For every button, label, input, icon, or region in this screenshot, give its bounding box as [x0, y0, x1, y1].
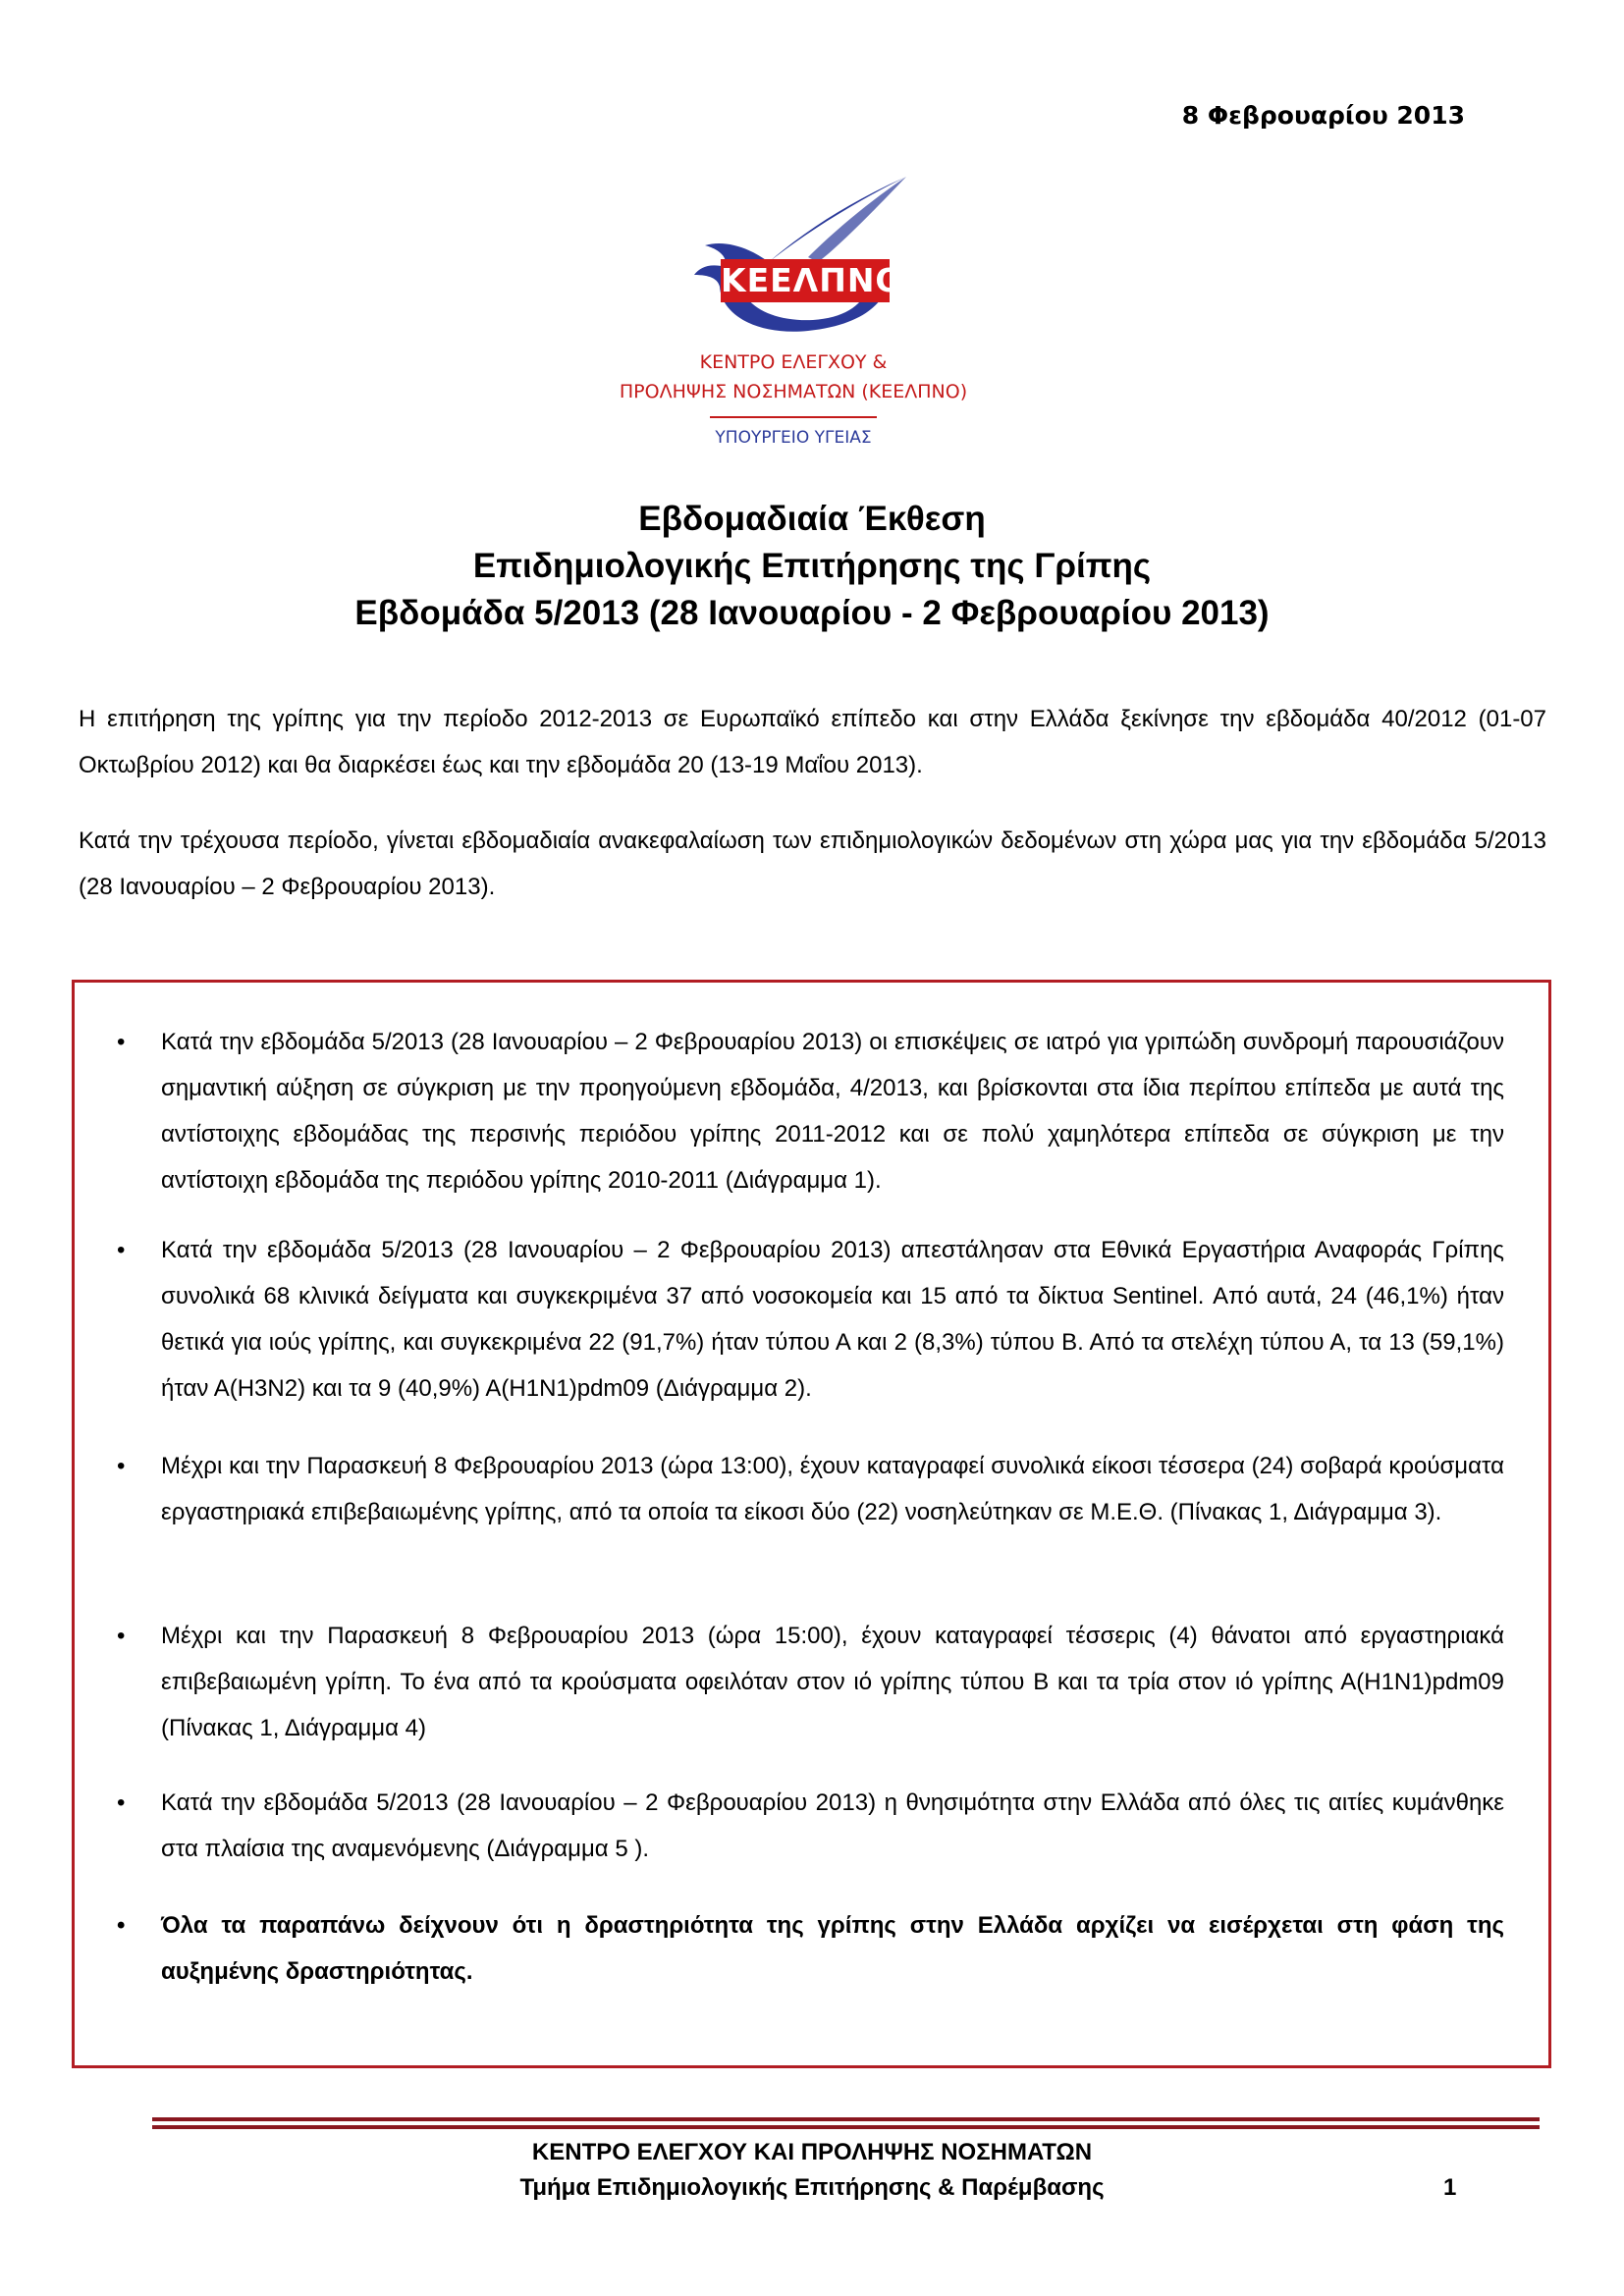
bullet-item-deaths: [117, 1613, 1504, 1751]
footer-divider: [152, 2117, 1540, 2129]
brand-label: ΚΕΕΛΠΝΟ: [721, 259, 890, 302]
bullet-text: Μέχρι και την Παρασκευή 8 Φεβρουαρίου 2013 (ώρα 13:00), έχουν καταγραφεί συνολικά είκοσι τέσσερα (24) σοβαρά κρούσματα εργαστηριακά επιβεβαιωμένης γρίπης, από τα οποία τα είκοσι δύο (22) νοσηλεύτηκαν σε Μ.Ε.Θ. (Πίνακας 1, Διάγραμμα 3).: [161, 1453, 1504, 1525]
report-date: 8 Φεβρουαρίου 2013: [1181, 101, 1465, 130]
bullet-symbol: •: [117, 1453, 126, 1479]
report-title: [0, 496, 1624, 637]
dove-icon: [612, 169, 975, 346]
bullet-text: Κατά την εβδομάδα 5/2013 (28 Ιανουαρίου – 2 Φεβρουαρίου 2013) η θνησιμότητα στην Ελλάδα από όλες τις αιτίες κυμάνθηκε στα πλαίσια της αναμενόμενης (Διάγραμμα 5 ).: [161, 1789, 1504, 1862]
intro-paragraph-2: Κατά την τρέχουσα περίοδο, γίνεται εβδομαδιαία ανακεφαλαίωση των επιδημιολογικών δεδομένων στη χώρα μας για την εβδομάδα 5/2013 (28 Ιανουαρίου – 2 Φεβρουαρίου 2013).: [79, 828, 1546, 900]
summary-box: [72, 980, 1551, 2068]
footer-department: Τμήμα Επιδημιολογικής Επιτήρησης & Παρέμβασης: [519, 2174, 1105, 2201]
bullet-item-mortality: [117, 1780, 1504, 1872]
org-name-line1: ΚΕΝΤΡΟ ΕΛΕΓΧΟΥ &: [699, 351, 888, 373]
ministry-label: ΥΠΟΥΡΓΕΙΟ ΥΓΕΙΑΣ: [715, 428, 872, 448]
title-line1: Εβδομαδιαία Έκθεση: [638, 500, 986, 538]
bullet-item-conclusion: [117, 1902, 1504, 1995]
org-name-line2: ΠΡΟΛΗΨΗΣ ΝΟΣΗΜΑΤΩΝ (ΚΕΕΛΠΝΟ): [619, 381, 968, 402]
bullet-symbol: •: [117, 1029, 126, 1055]
title-line3: Εβδομάδα 5/2013 (28 Ιανουαρίου - 2 Φεβρουαρίου 2013): [354, 594, 1270, 632]
bullet-item-visits: [117, 1019, 1504, 1203]
bullet-text: Μέχρι και την Παρασκευή 8 Φεβρουαρίου 2013 (ώρα 15:00), έχουν καταγραφεί τέσσερις (4) θάνατοι από εργαστηριακά επιβεβαιωμένη γρίπη. Το ένα από τα κρούσματα οφειλόταν στον ιό γρίπης τύπου Β και τα τρία στον ιό γρίπης Α(Η1Ν1)pdm09 (Πίνακας 1, Διάγραμμα 4): [161, 1623, 1504, 1741]
footer-org-name: ΚΕΝΤΡΟ ΕΛΕΓΧΟΥ ΚΑΙ ΠΡΟΛΗΨΗΣ ΝΟΣΗΜΑΤΩΝ: [531, 2139, 1093, 2165]
page-number: 1: [1443, 2174, 1457, 2201]
intro-paragraph-1: Η επιτήρηση της γρίπης για την περίοδο 2012-2013 σε Ευρωπαϊκό επίπεδο και στην Ελλάδα ξεκίνησε την εβδομάδα 40/2012 (01-07 Οκτωβρίου 2012) και θα διαρκέσει έως και την εβδομάδα 20 (13-19 Μαΐου 2013).: [79, 706, 1546, 778]
bullet-text: Όλα τα παραπάνω δείχνουν ότι η δραστηριότητα της γρίπης στην Ελλάδα αρχίζει να εισέρχεται στη φάση της αυξημένης δραστηριότητας.: [161, 1912, 1504, 1985]
keelpno-logo: [612, 169, 975, 463]
bullet-symbol: •: [117, 1623, 126, 1649]
bullet-text: Κατά την εβδομάδα 5/2013 (28 Ιανουαρίου – 2 Φεβρουαρίου 2013) απεστάλησαν στα Εθνικά Εργαστήρια Αναφοράς Γρίπης συνολικά 68 κλινικά δείγματα και συγκεκριμένα 37 από νοσοκομεία και 15 από τα δίκτυα Sentinel. Από αυτά, 24 (46,1%) ήταν θετικά για ιούς γρίπης, και συγκεκριμένα 22 (91,7%) ήταν τύπου Α και 2 (8,3%) τύπου Β. Από τα στελέχη τύπου Α, τα 13 (59,1%) ήταν Α(Η3Ν2) και τα 9 (40,9%) Α(Η1Ν1)pdm09 (Διάγραμμα 2).: [161, 1237, 1504, 1402]
bullet-item-severe-cases: [117, 1443, 1504, 1535]
bullet-symbol: •: [117, 1237, 126, 1263]
bullet-text: Κατά την εβδομάδα 5/2013 (28 Ιανουαρίου – 2 Φεβρουαρίου 2013) οι επισκέψεις σε ιατρό για γριπώδη συνδρομή παρουσιάζουν σημαντική αύξηση σε σύγκριση με την προηγούμενη εβδομάδα, 4/2013, και βρίσκονται στα ίδια περίπου επίπεδα με αυτά της αντίστοιχης εβδομάδας της περσινής περιόδου γρίπης 2011-2012 και σε πολύ χαμηλότερα επίπεδα σε σύγκριση με την αντίστοιχη εβδομάδα της περιόδου γρίπης 2010-2011 (Διάγραμμα 1).: [161, 1029, 1504, 1194]
title-line2: Επιδημιολογικής Επιτήρησης της Γρίπης: [472, 547, 1152, 585]
bullet-symbol: •: [117, 1912, 126, 1939]
bullet-item-samples: [117, 1227, 1504, 1412]
bullet-symbol: •: [117, 1789, 126, 1816]
logo-divider: [710, 416, 877, 418]
